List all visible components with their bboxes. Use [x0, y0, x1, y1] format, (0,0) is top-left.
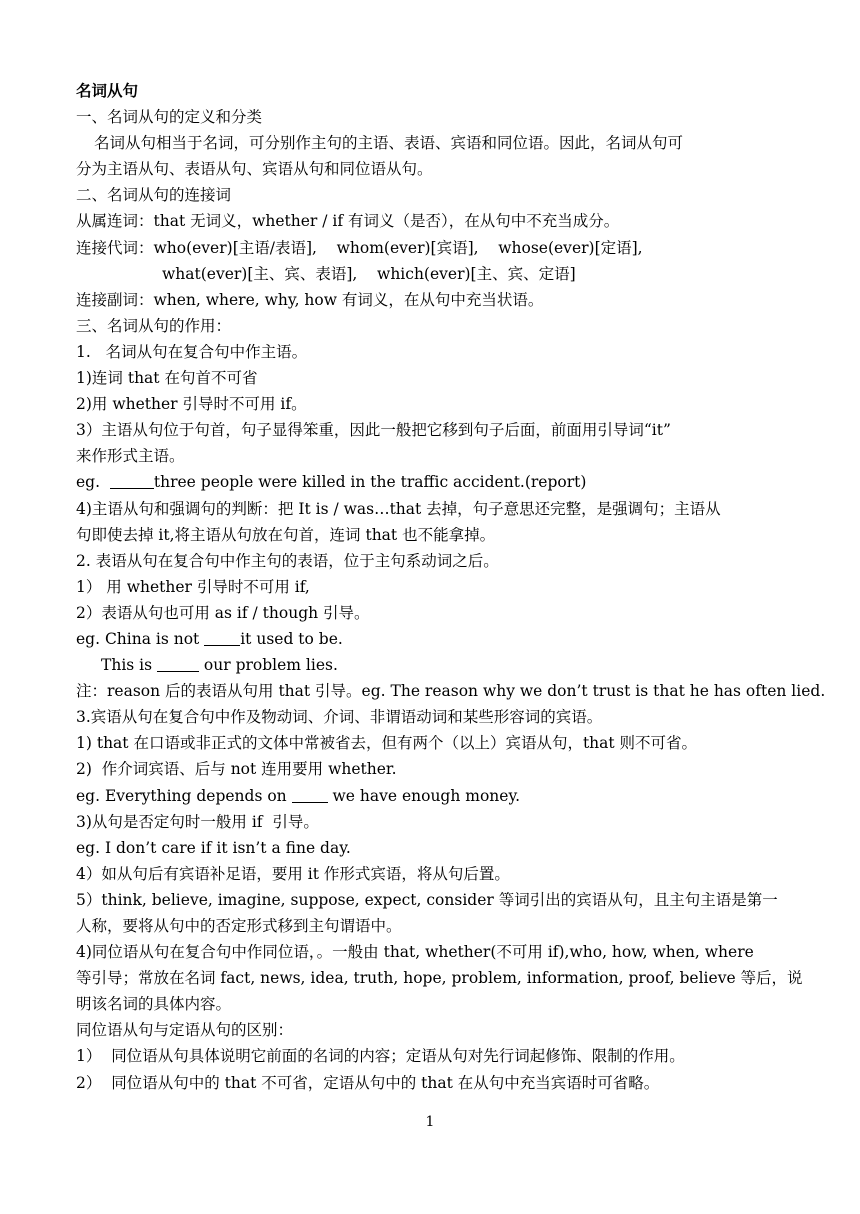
paragraph-line: 1. 名词从句在复合句中作主语。 — [76, 342, 308, 361]
page-number: 1 — [425, 1114, 435, 1130]
document-body — [76, 78, 826, 1096]
section-heading-connectives: 二、名词从句的连接词 — [76, 186, 232, 205]
paragraph-line: 2) 作介词宾语、后与 not 连用要用 whether. — [76, 760, 397, 779]
section-heading-functions: 三、名词从句的作用： — [76, 316, 232, 335]
paragraph-line: 3）主语从句位于句首，句子显得笨重，因此一般把它移到句子后面，前面用引导词“it” — [76, 421, 671, 440]
fill-blank — [204, 630, 240, 646]
paragraph-line: 分为主语从句、表语从句、宾语从句和同位语从句。 — [76, 160, 433, 179]
paragraph-line: 1） 同位语从句具体说明它前面的名词的内容；定语从句对先行词起修饰、限制的作用。 — [76, 1047, 685, 1066]
example-line: eg. Everything depends on we have enough money. — [76, 786, 521, 805]
paragraph-line: 3.宾语从句在复合句中作及物动词、介词、非谓语动词和某些形容词的宾语。 — [76, 708, 603, 727]
paragraph-line: 来作形式主语。 — [76, 447, 185, 466]
paragraph-line: 1)连词 that 在句首不可省 — [76, 369, 258, 388]
paragraph-line: 明该名词的具体内容。 — [76, 995, 232, 1014]
paragraph-line: 名词从句相当于名词，可分别作主句的主语、表语、宾语和同位语。因此，名词从句可 — [94, 134, 684, 153]
paragraph-line: 从属连词：that 无词义，whether / if 有词义（是否），在从句中不充当成分。 — [76, 212, 620, 231]
example-line: eg. three people were killed in the traffic accident.(report) — [76, 473, 587, 492]
paragraph-line: 句即使去掉 it,将主语从句放在句首，连词 that 也不能拿掉。 — [76, 525, 496, 544]
paragraph-line: 连接副词：when, where, why, how 有词义，在从句中充当状语。 — [76, 290, 544, 309]
paragraph-line: 人称，要将从句中的否定形式移到主句谓语中。 — [76, 917, 402, 935]
paragraph-line: 1) that 在口语或非正式的文体中常被省去，但有两个（以上）宾语从句，that 则不可省。 — [76, 734, 698, 753]
example-line: This is our problem lies. — [101, 656, 338, 675]
paragraph-line: 3)从句是否定句时一般用 if 引导。 — [76, 812, 319, 831]
paragraph-line: 2） 同位语从句中的 that 不可省，定语从句中的 that 在从句中充当宾语时可省略。 — [76, 1073, 660, 1092]
paragraph-line: what(ever)[主、宾、表语], which(ever)[主、宾、定语] — [162, 264, 576, 283]
document-title: 名词从句 — [76, 81, 139, 100]
note-line: 注：reason 后的表语从句用 that 引导。eg. The reason why we don’t trust is that he has often lied. — [76, 682, 826, 701]
paragraph-line: 4)同位语从句在复合句中作同位语，。一般由 that, whether(不可用 if),who, how, when, where — [76, 943, 754, 962]
paragraph-line: 4）如从句后有宾语补足语，要用 it 作形式宾语，将从句后置。 — [76, 864, 510, 883]
fill-blank — [292, 787, 328, 803]
example-line: eg. China is not it used to be. — [76, 629, 343, 648]
example-line: eg. I don’t care if it isn’t a fine day. — [76, 838, 351, 857]
fill-blank — [110, 473, 154, 489]
paragraph-line: 等引导；常放在名词 fact, news, idea, truth, hope, problem, information, proof, believe 等后，说 — [76, 969, 803, 988]
paragraph-line: 同位语从句与定语从句的区别： — [76, 1021, 294, 1040]
section-heading-definition: 一、名词从句的定义和分类 — [76, 108, 263, 127]
paragraph-line: 2）表语从句也可用 as if / though 引导。 — [76, 603, 370, 622]
paragraph-line: 1） 用 whether 引导时不可用 if, — [76, 577, 310, 596]
paragraph-line: 5）think, believe, imagine, suppose, expect, consider 等词引出的宾语从句，且主句主语是第一 — [76, 890, 778, 909]
paragraph-line: 2)用 whether 引导时不可用 if。 — [76, 395, 307, 414]
paragraph-line: 连接代词：who(ever)[主语/表语], whom(ever)[宾语], whose(ever)[定语], — [76, 238, 643, 257]
paragraph-line: 2. 表语从句在复合句中作主句的表语，位于主句系动词之后。 — [76, 551, 499, 570]
fill-blank — [157, 656, 199, 672]
paragraph-line: 4)主语从句和强调句的判断：把 It is / was…that 去掉，句子意思还完整，是强调句；主语从 — [76, 499, 721, 518]
